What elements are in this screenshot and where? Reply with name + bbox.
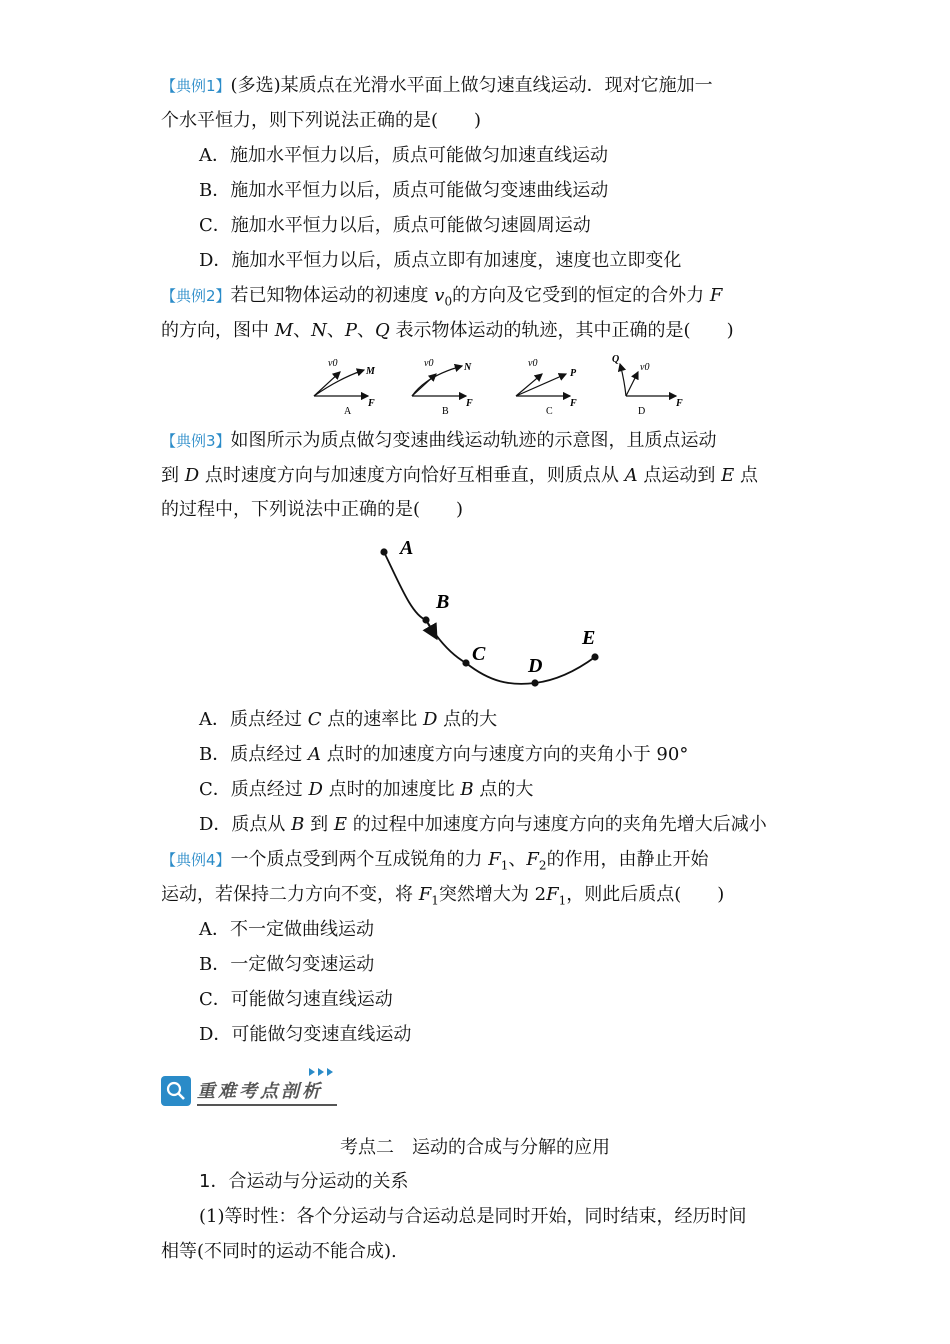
svg-text:C: C	[472, 643, 486, 665]
svg-text:D: D	[638, 406, 646, 417]
example4-tag: 【典例4】	[161, 851, 231, 869]
example4-stem: 【典例4】一个质点受到两个互成锐角的力 $F_1$、$F_2$的作用，由静止开始	[161, 849, 709, 873]
point-e	[591, 653, 598, 660]
svg-text:F: F	[570, 398, 577, 409]
svg-text:N: N	[464, 362, 472, 373]
example3-stem-line2: 到 D 点时速度方向与加速度方向恰好互相垂直，则质点从 A 点运动到 E 点	[161, 465, 758, 486]
example3-stem: 【典例3】如图所示为质点做匀变速曲线运动轨迹的示意图，且质点运动	[161, 430, 717, 451]
svg-text:v0: v0	[424, 358, 434, 369]
example4-option-a: A．不一定做曲线运动	[199, 919, 374, 940]
svg-text:M: M	[366, 366, 375, 377]
svg-text:F: F	[368, 398, 375, 409]
svg-text:Q: Q	[612, 354, 620, 365]
panel-d	[612, 354, 683, 417]
example3-stem-line3: 的过程中，下列说法中正确的是( )	[161, 499, 464, 520]
panel-a	[314, 358, 376, 417]
point-a	[380, 548, 387, 555]
svg-text:B: B	[442, 406, 449, 417]
point-d	[531, 679, 538, 686]
svg-text:D: D	[528, 655, 543, 677]
svg-text:C: C	[546, 406, 553, 417]
example1-option-d: D．施加水平恒力以后，质点立即有加速度，速度也立即变化	[199, 250, 682, 271]
example3-option-b: B．质点经过 A 点时的加速度方向与速度方向的夹角小于 90°	[199, 744, 689, 765]
example3-option-c: C．质点经过 D 点时的加速度比 B 点的大	[199, 779, 534, 800]
example1-option-c: C．施加水平恒力以后，质点可能做匀速圆周运动	[199, 215, 591, 236]
panel-b	[412, 358, 473, 417]
section-title: 考点二 运动的合成与分解的应用	[340, 1137, 610, 1158]
example3-tag: 【典例3】	[161, 432, 231, 450]
svg-text:v0: v0	[528, 358, 538, 369]
example4-stem-line2: 运动，若保持二力方向不变，将 $F_1$突然增大为 $2F_1$，则此后质点( )	[161, 884, 725, 908]
example3-option-a: A．质点经过 C 点的速率比 D 点的大	[199, 709, 498, 730]
example2-tag: 【典例2】	[161, 287, 231, 305]
svg-text:v0: v0	[640, 362, 650, 373]
point-c	[462, 659, 469, 666]
example4-option-c: C．可能做匀速直线运动	[199, 989, 393, 1010]
svg-text:A: A	[400, 537, 414, 559]
section-paragraph-line1: (1)等时性：各个分运动与合运动总是同时开始，同时结束，经历时间	[199, 1206, 747, 1227]
section-banner	[161, 1068, 341, 1108]
svg-text:F: F	[676, 398, 683, 409]
example1-stem: 【典例1】(多选)某质点在光滑水平面上做匀速直线运动．现对它施加一	[161, 75, 713, 96]
section-paragraph-line2: 相等(不同时的运动不能合成).	[161, 1241, 397, 1262]
magnifier-icon	[161, 1076, 191, 1106]
example3-trajectory-figure	[360, 530, 620, 700]
example1-tag: 【典例1】	[161, 77, 231, 95]
example4-option-b: B．一定做匀变速运动	[199, 954, 375, 975]
svg-text:F: F	[466, 398, 473, 409]
banner-underline	[197, 1104, 337, 1106]
svg-text:E: E	[582, 627, 596, 649]
v0-label: v0	[328, 358, 338, 369]
svg-text:A: A	[344, 406, 352, 417]
svg-text:B: B	[436, 591, 450, 613]
example1-option-b: B．施加水平恒力以后，质点可能做匀变速曲线运动	[199, 180, 609, 201]
example2-stem-line2: 的方向，图中 M、N、P、Q 表示物体运动的轨迹，其中正确的是( )	[161, 320, 734, 341]
section-subheading: 1．合运动与分运动的关系	[199, 1171, 409, 1192]
example1-stem-line2: 个水平恒力，则下列说法正确的是( )	[161, 110, 482, 131]
point-b	[422, 616, 429, 623]
panel-c	[516, 358, 577, 417]
example4-option-d: D．可能做匀变速直线运动	[199, 1024, 412, 1045]
example2-trajectory-figure	[300, 350, 690, 420]
trajectory-curve	[384, 552, 595, 684]
example3-option-d: D．质点从 B 到 E 的过程中加速度方向与速度方向的夹角先增大后减小	[199, 814, 767, 835]
svg-text:P: P	[570, 368, 577, 379]
section-banner-title: 重难考点剖析	[197, 1081, 323, 1102]
triple-chevron-icon	[307, 1068, 337, 1076]
example1-option-a: A．施加水平恒力以后，质点可能做匀加速直线运动	[199, 145, 608, 166]
example2-stem: 【典例2】若已知物体运动的初速度 $v_0$的方向及它受到的恒定的合外力 F	[161, 285, 723, 309]
